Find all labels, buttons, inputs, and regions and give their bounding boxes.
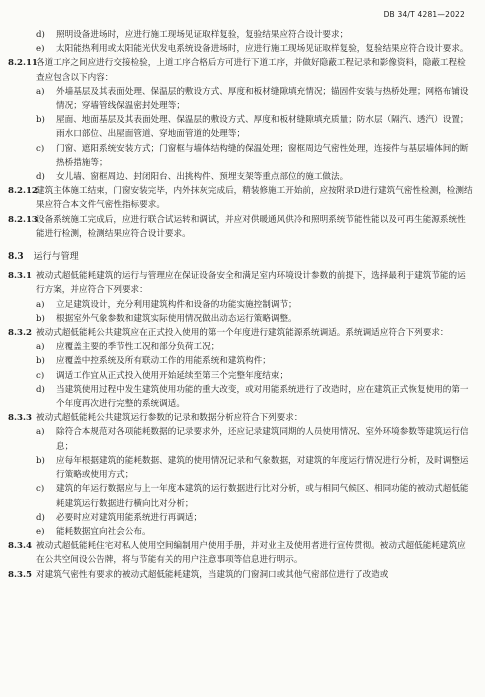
document-body	[8, 28, 473, 582]
list-item: e) 太阳能热利用或太阳能光伏发电系统设备进场时，应进行施工现场见证取样复验，复验结果应符合设计要求。	[36, 44, 469, 55]
list-item: d) 女儿墙、窗框周边、封闭阳台、出挑构件、预埋支架等重点部位的施工做法。	[36, 172, 349, 183]
list-item: d) 照明设备进场时，应进行施工现场见证取样复验，复验结果应符合设计要求；	[36, 30, 349, 40]
clause-8-3-1: 8.3.1 被动式超低能耗建筑的运行与管理应在保证设备安全和满足室内环境设计参数的前提下，选择最利于建筑节能的运行方案，并应符合下列要求：	[8, 271, 466, 296]
clause-8-3-4: 8.3.4 被动式超低能耗住宅对私人使用空间编制用户使用手册，并对业主及使用者进行宣传贯彻。被动式超低能耗建筑应在公共空间设公告牌，将与节能有关的用户注意事项等信息进行明示。	[8, 541, 466, 566]
list-item: b) 根据室外气象参数和建筑实际使用情况做出动态运行策略调整。	[36, 313, 297, 324]
list-item: e) 能耗数据宜向社会公布。	[36, 526, 151, 537]
list-item: d) 必要时应对建筑用能系统进行再调适；	[36, 512, 203, 523]
standard-code-header: DB 34/T 4281—2022	[383, 10, 465, 19]
section-heading: 8.3 运行与管理	[8, 252, 79, 263]
list-item: b) 屋面、地面基层及其表面处理、保温层的敷设方式、厚度和板材缝隙填充质量；防水层（隔汽、透汽）设置；雨水口部位、出屋面管道、穿地面管道的处理等；	[36, 115, 469, 140]
list-item: a) 除符合本规范对各项能耗数据的记录要求外，还应记录建筑同期的人员使用情况、室外环境参数等建筑运行信息；	[36, 427, 469, 452]
list-item: c) 调适工作宜从正式投入使用开始延续至第三个完整年度结束；	[36, 370, 289, 381]
list-item: b) 应每年根据建筑的能耗数据、建筑的使用情况记录和气象数据，对建筑的年度运行情况进行分析，及时调整运行策略或使用方式；	[36, 455, 469, 481]
list-item: a) 立足建筑设计，充分利用建筑构件和设备的功能实施控制调节；	[36, 299, 297, 310]
list-item: a) 外墙基层及其表面处理、保温层的敷设方式、厚度和板材缝隙填充情况；锚固件安装与热桥处理；网格布铺设情况；穿墙管线保温密封处理等；	[36, 86, 469, 112]
clause-8-3-3: 8.3.3 被动式超低能耗公共建筑运行参数的记录和数据分析应符合下列要求：	[8, 413, 303, 424]
clause-8-2-13: 8.2.13 设备系统施工完成后，应进行联合试运转和调试，并应对供暖通风供冷和照明系统节能性能以及可再生能源系统性能进行检测，检测结果应符合设计要求。	[8, 214, 466, 239]
list-item: c) 门窗、遮阳系统安装方式；门窗框与墙体结构缝的保温处理；窗框周边气密性处理，连接件与基层墙体间的断热桥措施等；	[36, 143, 469, 168]
clause-8-2-11: 8.2.11 各道工序之间应进行交接检验，上道工序合格后方可进行下道工序，并做好隐蔽工程记录和影像资料，隐蔽工程检查应包含以下内容：	[8, 58, 466, 83]
clause-8-2-12: 8.2.12 建筑主体施工结束，门窗安装完毕，内外抹灰完成后，精装修施工开始前，应按附录D进行建筑气密性检测，检测结果应符合本文件气密性指标要求。	[8, 186, 473, 211]
list-item: a) 应覆盖主要的季节性工况和部分负荷工况；	[36, 342, 220, 353]
list-item: b) 应覆盖中控系统及所有联动工作的用能系统和建筑构件；	[36, 356, 271, 367]
list-item: c) 建筑的年运行数据应与上一年度本建筑的运行数据进行比对分析，或与相同气候区、相同功能的被动式超低能耗建筑运行数据进行横向比对分析；	[36, 484, 469, 509]
clause-8-3-2: 8.3.2 被动式超低能耗公共建筑应在正式投入使用的第一个年度进行建筑能源系统调适。系统调适应符合下列要求：	[8, 328, 449, 339]
list-item: d) 当建筑使用过程中发生建筑使用功能的重大改变，或对用能系统进行了改造时，应在建筑正式恢复使用的第一个年度再次进行完整的系统调适。	[36, 384, 469, 410]
clause-8-3-5: 8.3.5 对建筑气密性有要求的被动式超低能耗建筑，当建筑的门窗洞口或其他气密部位进行了改造或	[8, 569, 389, 580]
